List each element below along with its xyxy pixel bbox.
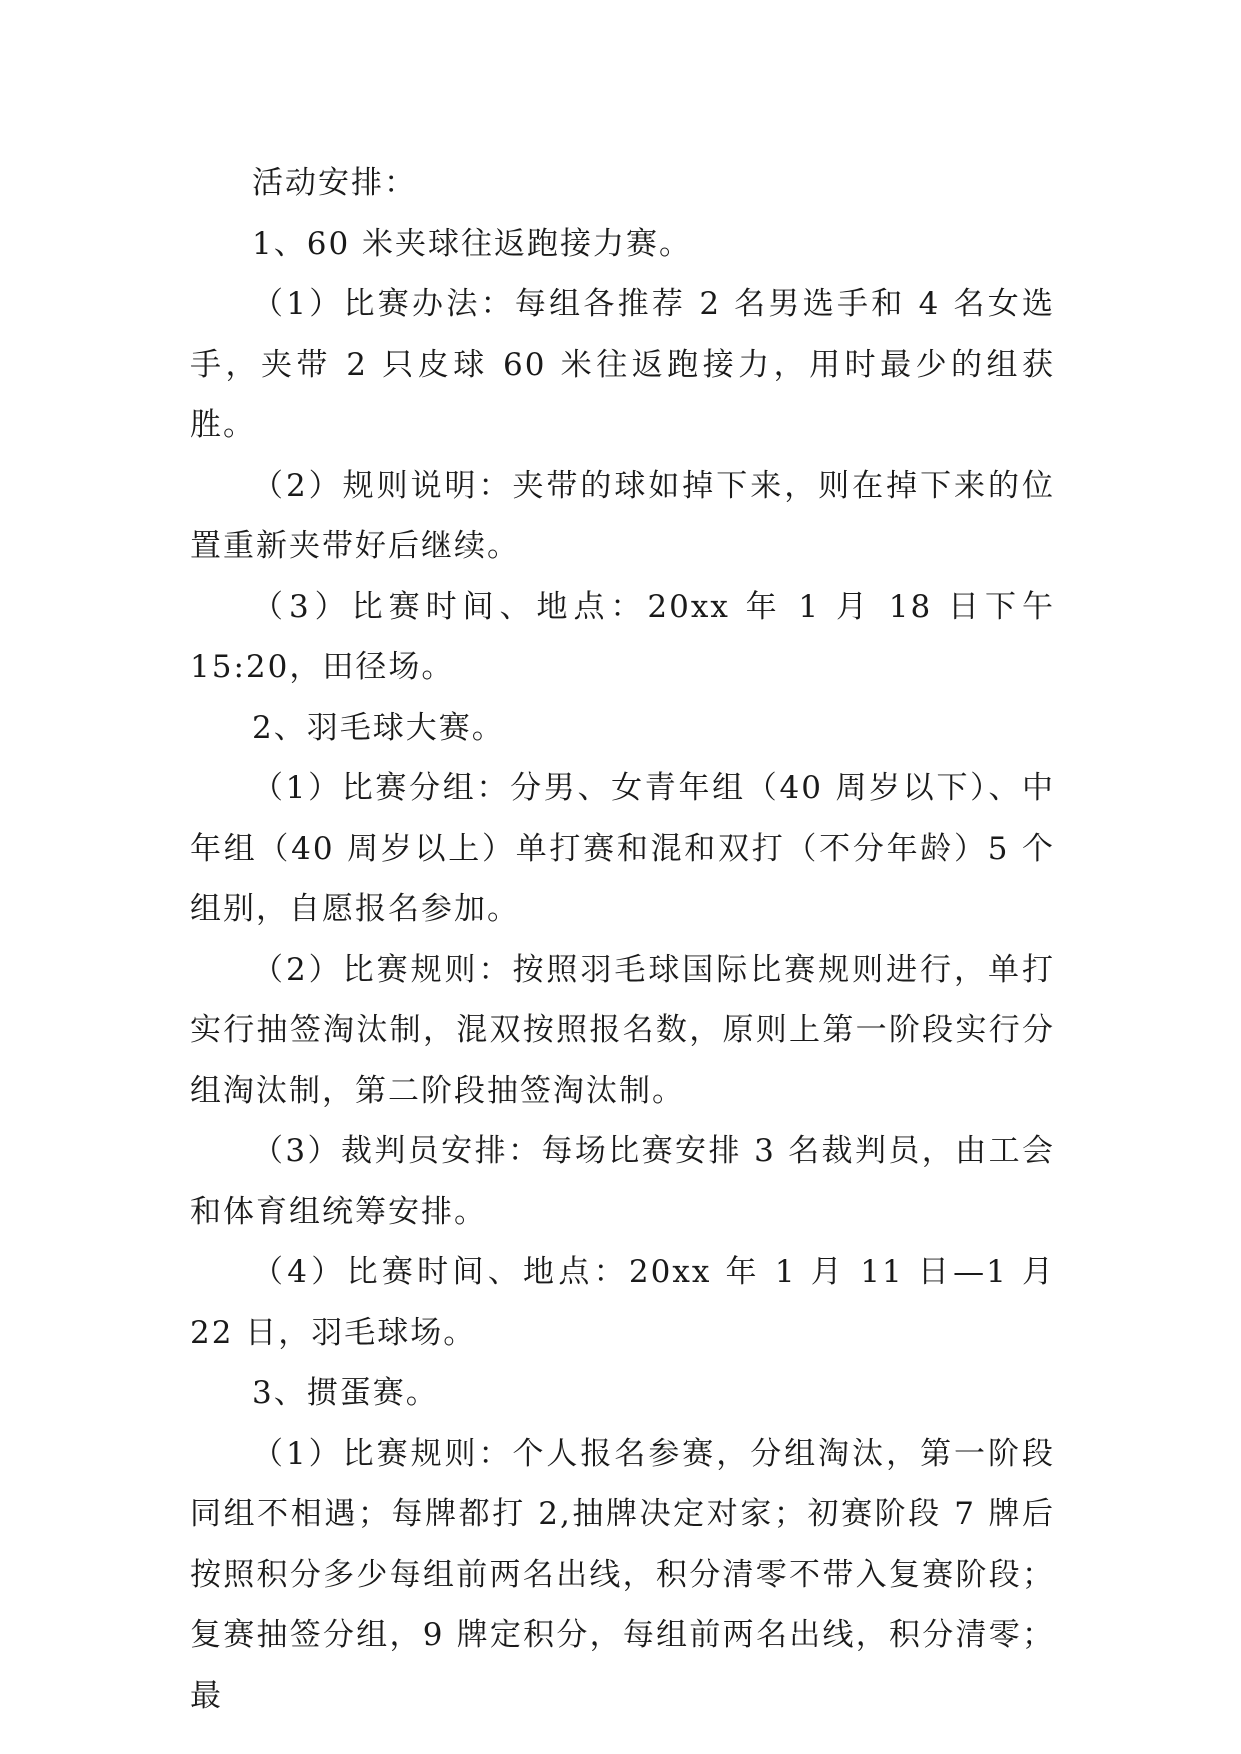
item-3-heading: 3、掼蛋赛。: [252, 1375, 439, 1411]
item-3-rules: （1）比赛规则：个人报名参赛，分组淘汰，第一阶段同组不相遇；每牌都打 2,抽牌决定对家；初赛阶段 7 牌后按照积分多少每组前两名出线，积分清零不带入复赛阶段；复赛抽签分组，9 牌定积分，每组前两名出线，积分清零；最: [190, 1435, 1055, 1714]
item-1-method: （1）比赛办法：每组各推荐 2 名男选手和 4 名女选手，夹带 2 只皮球 60 米往返跑接力，用时最少的组获胜。: [190, 286, 1055, 443]
item-1-time-place: （3）比赛时间、地点：20xx 年 1 月 18 日下午 15:20，田径场。: [190, 588, 1055, 685]
item-1-rules: （2）规则说明：夹带的球如掉下来，则在掉下来的位置重新夹带好后继续。: [190, 467, 1055, 564]
document-body: [190, 153, 1055, 1726]
item-1-heading: 1、60 米夹球往返跑接力赛。: [252, 225, 693, 262]
item-2-rules: （2）比赛规则：按照羽毛球国际比赛规则进行，单打实行抽签淘汰制，混双按照报名数，原则上第一阶段实行分组淘汰制，第二阶段抽签淘汰制。: [190, 951, 1055, 1109]
item-2-time-place: （4）比赛时间、地点：20xx 年 1 月 11 日—1 月 22 日，羽毛球场。: [190, 1254, 1055, 1351]
section-intro-heading: 活动安排：: [252, 165, 417, 201]
item-2-heading: 2、羽毛球大赛。: [252, 709, 505, 746]
item-2-referees: （3）裁判员安排：每场比赛安排 3 名裁判员，由工会和体育组统筹安排。: [190, 1133, 1055, 1230]
item-2-groups: （1）比赛分组：分男、女青年组（40 周岁以下）、中年组（40 周岁以上）单打赛和混和双打（不分年龄）5 个组别，自愿报名参加。: [190, 770, 1055, 927]
